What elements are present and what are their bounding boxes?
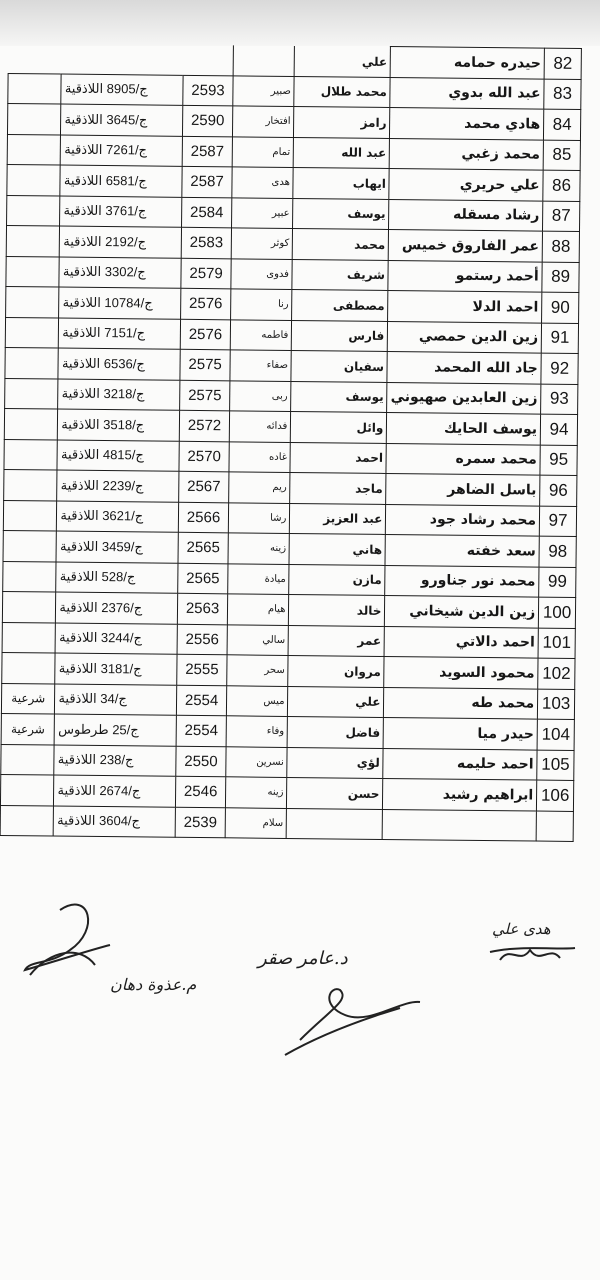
registration-cell: ج/3518 اللاذقية bbox=[58, 409, 180, 441]
score-cell: 2570 bbox=[179, 441, 229, 472]
note-cell bbox=[2, 652, 56, 683]
score-cell: 2587 bbox=[182, 136, 232, 167]
signature-left: م.عذوة دهان bbox=[110, 975, 197, 994]
row-number-cell: 86 bbox=[543, 170, 580, 201]
father-name-cell: عبد الله bbox=[294, 137, 390, 169]
row-number-cell: 83 bbox=[544, 79, 581, 110]
score-cell: 2593 bbox=[183, 75, 233, 106]
student-name-cell: باسل الضاهر bbox=[386, 473, 540, 505]
father-name-cell: حسن bbox=[287, 777, 383, 809]
father-name-cell: علي bbox=[288, 686, 384, 718]
student-name-cell: ابراهيم رشيد bbox=[383, 778, 537, 810]
student-name-cell bbox=[383, 809, 537, 841]
father-name-cell: مصطفى bbox=[292, 289, 388, 321]
score-cell: 2576 bbox=[181, 288, 231, 319]
registration-cell: ج/2192 اللاذقية bbox=[60, 226, 182, 258]
father-name-cell: عمر bbox=[288, 625, 384, 657]
mother-name-cell: نسرين bbox=[226, 746, 288, 777]
registration-cell: ج/3181 اللاذقية bbox=[55, 653, 177, 685]
row-number-cell: 95 bbox=[540, 445, 577, 476]
mother-name-cell: ربى bbox=[230, 380, 292, 411]
mother-name-cell: هدى bbox=[232, 167, 294, 198]
score-cell: 2572 bbox=[179, 410, 229, 441]
note-cell bbox=[3, 561, 57, 592]
score-cell: 2576 bbox=[180, 319, 230, 350]
student-name-cell: هادي محمد bbox=[390, 107, 544, 139]
father-name-cell: فارس bbox=[292, 320, 388, 352]
note-cell bbox=[6, 256, 60, 287]
row-number-cell: 84 bbox=[544, 109, 581, 140]
registration-cell: ج/3645 اللاذقية bbox=[61, 104, 183, 136]
mother-name-cell: زينه bbox=[225, 777, 287, 808]
note-cell bbox=[4, 439, 58, 470]
score-cell: 2554 bbox=[176, 715, 226, 746]
row-number-cell: 89 bbox=[542, 262, 579, 293]
student-table bbox=[0, 42, 582, 842]
registration-cell: ج/2239 اللاذقية bbox=[57, 470, 179, 502]
score-cell: 2563 bbox=[178, 593, 228, 624]
note-cell bbox=[3, 500, 57, 531]
father-name-cell: ايهاب bbox=[293, 167, 389, 199]
registration-cell: ج/3621 اللاذقية bbox=[57, 501, 179, 533]
registration-cell: ج/3459 اللاذقية bbox=[56, 531, 178, 563]
score-cell: 2539 bbox=[175, 807, 225, 838]
student-name-cell: زين الدين حمصي bbox=[388, 321, 542, 353]
student-name-cell: محمد نور جناورو bbox=[385, 565, 539, 597]
row-number-cell bbox=[536, 811, 573, 842]
student-name-cell: حيدره حمامه bbox=[391, 46, 545, 78]
father-name-cell: فاضل bbox=[288, 716, 384, 748]
row-number-cell: 82 bbox=[544, 48, 581, 79]
mother-name-cell: ميادة bbox=[228, 563, 290, 594]
score-cell: 2550 bbox=[176, 746, 226, 777]
student-name-cell: زين الدين شيخاني bbox=[385, 595, 539, 627]
row-number-cell: 101 bbox=[538, 628, 575, 659]
score-cell: 2555 bbox=[177, 654, 227, 685]
father-name-cell: سفيان bbox=[291, 350, 387, 382]
note-cell bbox=[7, 164, 61, 195]
note-cell bbox=[7, 134, 61, 165]
row-number-cell: 90 bbox=[542, 292, 579, 323]
registration-cell: ج/10784 اللاذقية bbox=[59, 287, 181, 319]
note-cell bbox=[0, 774, 54, 805]
score-cell: 2583 bbox=[181, 227, 231, 258]
score-cell: 2567 bbox=[179, 471, 229, 502]
row-number-cell: 106 bbox=[537, 780, 574, 811]
mother-name-cell: سحر bbox=[227, 655, 289, 686]
registration-cell: ج/25 طرطوس bbox=[54, 714, 176, 746]
score-cell: 2587 bbox=[182, 166, 232, 197]
score-cell: 2546 bbox=[176, 776, 226, 807]
mother-name-cell: ميس bbox=[226, 685, 288, 716]
registration-cell: ج/238 اللاذقية bbox=[54, 745, 176, 777]
mother-name-cell: رنا bbox=[230, 289, 292, 320]
student-name-cell: عمر الفاروق خميس bbox=[389, 229, 543, 261]
father-name-cell: لؤي bbox=[287, 747, 383, 779]
note-cell: شرعية bbox=[1, 713, 55, 744]
score-cell: 2575 bbox=[180, 380, 230, 411]
row-number-cell: 98 bbox=[539, 536, 576, 567]
row-number-cell: 97 bbox=[539, 506, 576, 537]
mother-name-cell: سالي bbox=[227, 624, 289, 655]
student-name-cell: احمد دالاتي bbox=[384, 626, 538, 658]
score-cell: 2579 bbox=[181, 258, 231, 289]
row-number-cell: 87 bbox=[543, 201, 580, 232]
note-cell bbox=[6, 225, 60, 256]
registration-cell: ج/3761 اللاذقية bbox=[60, 196, 182, 228]
note-cell bbox=[6, 286, 60, 317]
mother-name-cell: وفاء bbox=[226, 716, 288, 747]
row-number-cell: 100 bbox=[539, 597, 576, 628]
student-name-cell: محمد سمره bbox=[386, 443, 540, 475]
row-number-cell: 92 bbox=[541, 353, 578, 384]
row-number-cell: 99 bbox=[539, 567, 576, 598]
mother-name-cell: غاده bbox=[229, 441, 291, 472]
student-name-cell: محمد طه bbox=[384, 687, 538, 719]
student-name-cell: محمد زغبي bbox=[390, 138, 544, 170]
mother-name-cell: تمام bbox=[232, 136, 294, 167]
father-name-cell: مروان bbox=[288, 655, 384, 687]
father-name-cell: احمد bbox=[290, 442, 386, 474]
row-number-cell: 105 bbox=[537, 750, 574, 781]
mother-name-cell: كوثر bbox=[231, 228, 293, 259]
note-cell bbox=[5, 378, 59, 409]
mother-name-cell: رشا bbox=[228, 502, 290, 533]
father-name-cell: مازن bbox=[289, 564, 385, 596]
row-number-cell: 96 bbox=[540, 475, 577, 506]
row-number-cell: 91 bbox=[541, 323, 578, 354]
note-cell: شرعية bbox=[1, 683, 55, 714]
row-number-cell: 104 bbox=[537, 719, 574, 750]
student-name-cell: احمد الدلا bbox=[388, 290, 542, 322]
student-name-cell: جاد الله المحمد bbox=[387, 351, 541, 383]
note-cell bbox=[0, 805, 54, 836]
score-cell: 2575 bbox=[180, 349, 230, 380]
father-name-cell: علي bbox=[295, 45, 391, 77]
father-name-cell: يوسف bbox=[291, 381, 387, 413]
note-cell bbox=[4, 408, 58, 439]
note-cell bbox=[4, 469, 58, 500]
row-number-cell: 93 bbox=[541, 384, 578, 415]
mother-name-cell: هيام bbox=[227, 594, 289, 625]
mother-name-cell: صبير bbox=[233, 75, 295, 106]
note-cell bbox=[1, 744, 55, 775]
score-cell: 2554 bbox=[177, 685, 227, 716]
registration-cell bbox=[62, 43, 184, 75]
registration-cell: ج/3244 اللاذقية bbox=[55, 623, 177, 655]
father-name-cell: عبد العزيز bbox=[290, 503, 386, 535]
score-cell: 2566 bbox=[178, 502, 228, 533]
father-name-cell: محمد bbox=[293, 228, 389, 260]
father-name-cell: محمد طلال bbox=[294, 76, 390, 108]
registration-cell: ج/528 اللاذقية bbox=[56, 562, 178, 594]
father-name-cell: هاني bbox=[289, 533, 385, 565]
table-row bbox=[0, 805, 573, 841]
registration-cell: ج/8905 اللاذقية bbox=[61, 74, 183, 106]
father-name-cell bbox=[287, 808, 383, 840]
mother-name-cell: زينه bbox=[228, 533, 290, 564]
note-cell bbox=[3, 530, 57, 561]
registration-cell: ج/7151 اللاذقية bbox=[59, 318, 181, 350]
note-cell bbox=[5, 347, 59, 378]
note-cell bbox=[7, 195, 61, 226]
signature-area bbox=[0, 890, 600, 1090]
signature-right: هدى علي bbox=[492, 920, 551, 938]
registration-cell: ج/2674 اللاذقية bbox=[54, 775, 176, 807]
mother-name-cell: سلام bbox=[225, 807, 287, 838]
mother-name-cell: افتخار bbox=[232, 106, 294, 137]
student-name-cell: محمد رشاد جود bbox=[386, 504, 540, 536]
registration-cell: ج/6536 اللاذقية bbox=[58, 348, 180, 380]
note-cell bbox=[2, 591, 56, 622]
student-name-cell: رشاد مسقله bbox=[389, 199, 543, 231]
row-number-cell: 103 bbox=[538, 689, 575, 720]
registration-cell: ج/3604 اللاذقية bbox=[54, 806, 176, 838]
score-cell: 2556 bbox=[177, 624, 227, 655]
row-number-cell: 102 bbox=[538, 658, 575, 689]
student-name-cell: احمد حليمه bbox=[383, 748, 537, 780]
student-name-cell: زين العابدين صهيوني bbox=[387, 382, 541, 414]
registration-cell: ج/4815 اللاذقية bbox=[57, 440, 179, 472]
mother-name-cell: عبير bbox=[231, 197, 293, 228]
father-name-cell: وائل bbox=[291, 411, 387, 443]
mother-name-cell: فاطمه bbox=[230, 319, 292, 350]
mother-name-cell: ريم bbox=[229, 472, 291, 503]
note-cell bbox=[8, 73, 62, 104]
registration-cell: ج/3218 اللاذقية bbox=[58, 379, 180, 411]
row-number-cell: 94 bbox=[540, 414, 577, 445]
registration-cell: ج/2376 اللاذقية bbox=[56, 592, 178, 624]
student-name-cell: عبد الله بدوي bbox=[390, 77, 544, 109]
mother-name-cell: فدوى bbox=[231, 258, 293, 289]
row-number-cell: 88 bbox=[542, 231, 579, 262]
father-name-cell: رامز bbox=[294, 106, 390, 138]
father-name-cell: شريف bbox=[292, 259, 388, 291]
score-cell bbox=[183, 44, 233, 75]
score-cell: 2590 bbox=[183, 105, 233, 136]
registration-cell: ج/34 اللاذقية bbox=[55, 684, 177, 716]
score-cell: 2565 bbox=[178, 532, 228, 563]
row-number-cell: 85 bbox=[543, 140, 580, 171]
student-name-cell: علي حريري bbox=[389, 168, 543, 200]
note-cell bbox=[2, 622, 56, 653]
father-name-cell: ماجد bbox=[290, 472, 386, 504]
student-name-cell: محمود السويد bbox=[384, 656, 538, 688]
list-sheet bbox=[0, 34, 582, 900]
registration-cell: ج/3302 اللاذقية bbox=[59, 257, 181, 289]
student-name-cell: يوسف الحايك bbox=[387, 412, 541, 444]
registration-cell: ج/6581 اللاذقية bbox=[60, 165, 182, 197]
student-name-cell: أحمد رستمو bbox=[388, 260, 542, 292]
mother-name-cell: صفاء bbox=[230, 350, 292, 381]
note-cell bbox=[8, 42, 62, 73]
student-name-cell: سعد خفته bbox=[385, 534, 539, 566]
note-cell bbox=[7, 103, 61, 134]
signature-center: د.عامر صقر bbox=[258, 948, 348, 969]
score-cell: 2565 bbox=[178, 563, 228, 594]
score-cell: 2584 bbox=[182, 197, 232, 228]
registration-cell: ج/7261 اللاذقية bbox=[61, 135, 183, 167]
note-cell bbox=[5, 317, 59, 348]
mother-name-cell: فدائه bbox=[229, 411, 291, 442]
father-name-cell: يوسف bbox=[293, 198, 389, 230]
father-name-cell: خالد bbox=[289, 594, 385, 626]
mother-name-cell bbox=[233, 45, 295, 76]
student-name-cell: حيدر ميا bbox=[383, 717, 537, 749]
